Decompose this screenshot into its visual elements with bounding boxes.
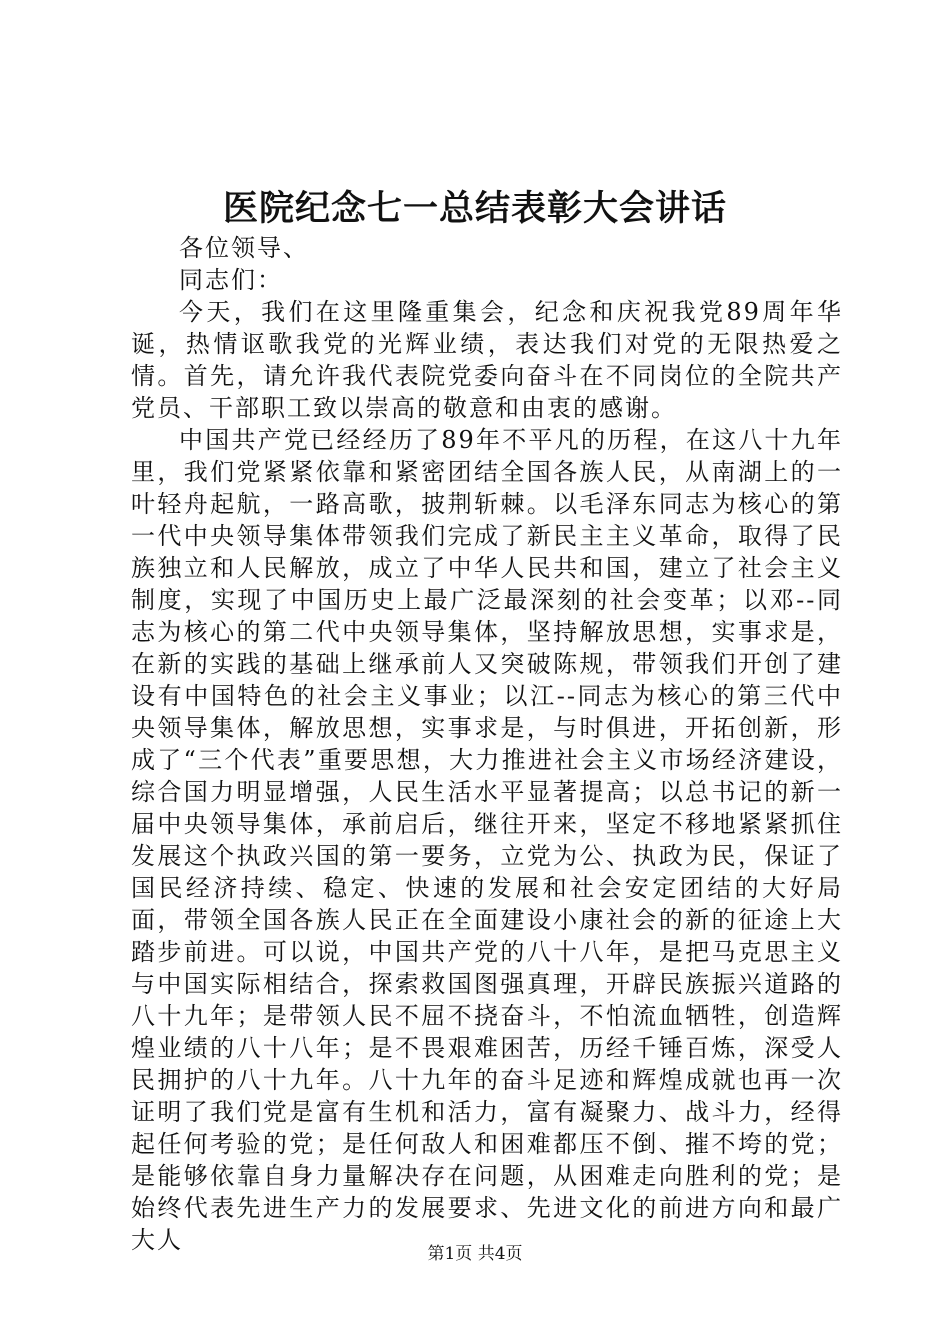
document-body bbox=[131, 232, 843, 1256]
paragraph-opening: 今天，我们在这里隆重集会，纪念和庆祝我党89周年华诞，热情讴歌我党的光辉业绩，表达我们对党的无限热爱之情。首先，请允许我代表院党委向奋斗在不同岗位的全院共产党员、干部职工致以崇高的敬意和由衷的感谢。 bbox=[131, 298, 843, 422]
document-title: 医院纪念七一总结表彰大会讲话 bbox=[222, 188, 727, 229]
salutation-comrades: 同志们： bbox=[179, 266, 283, 294]
paragraph-history: 中国共产党已经经历了89年不平凡的历程，在这八十九年里，我们党紧紧依靠和紧密团结全国各族人民，从南湖上的一叶轻舟起航，一路高歌，披荆斩棘。以毛泽东同志为核心的第一代中央领导集体带领我们完成了新民主主义革命，取得了民族独立和人民解放，成立了中华人民共和国，建立了社会主义制度，实现了中国历史上最广泛最深刻的社会变革；以邓--同志为核心的第二代中央领导集体，坚持解放思想，实事求是，在新的实践的基础上继承前人又突破陈规，带领我们开创了建设有中国特色的社会主义事业；以江--同志为核心的第三代中央领导集体，解放思想，实事求是，与时俱进，开拓创新，形成了“三个代表”重要思想，大力推进社会主义市场经济建设，综合国力明显增强，人民生活水平显著提高；以总书记的新一届中央领导集体，承前启后，继往开来，坚定不移地紧紧抓住发展这个执政兴国的第一要务，立党为公、执政为民，保证了国民经济持续、稳定、快速的发展和社会安定团结的大好局面，带领全国各族人民正在全面建设小康社会的新的征途上大踏步前进。可以说，中国共产党的八十八年，是把马克思主义与中国实际相结合，探索救国图强真理，开辟民族振兴道路的八十九年；是带领人民不屈不挠奋斗，不怕流血牺牲，创造辉煌业绩的八十八年；是不畏艰难困苦，历经千锤百炼，深受人民拥护的八十九年。八十九年的奋斗足迹和辉煌成就也再一次证明了我们党是富有生机和活力，富有凝聚力、战斗力，经得起任何考验的党；是任何敌人和困难都压不倒、摧不垮的党；是能够依靠自身力量解决存在问题，从困难走向胜利的党；是始终代表先进生产力的发展要求、先进文化的前进方向和最广大人 bbox=[131, 426, 843, 1254]
salutation-leaders: 各位领导、 bbox=[179, 234, 309, 262]
page-footer: 第1页 共4页 bbox=[427, 1244, 523, 1264]
